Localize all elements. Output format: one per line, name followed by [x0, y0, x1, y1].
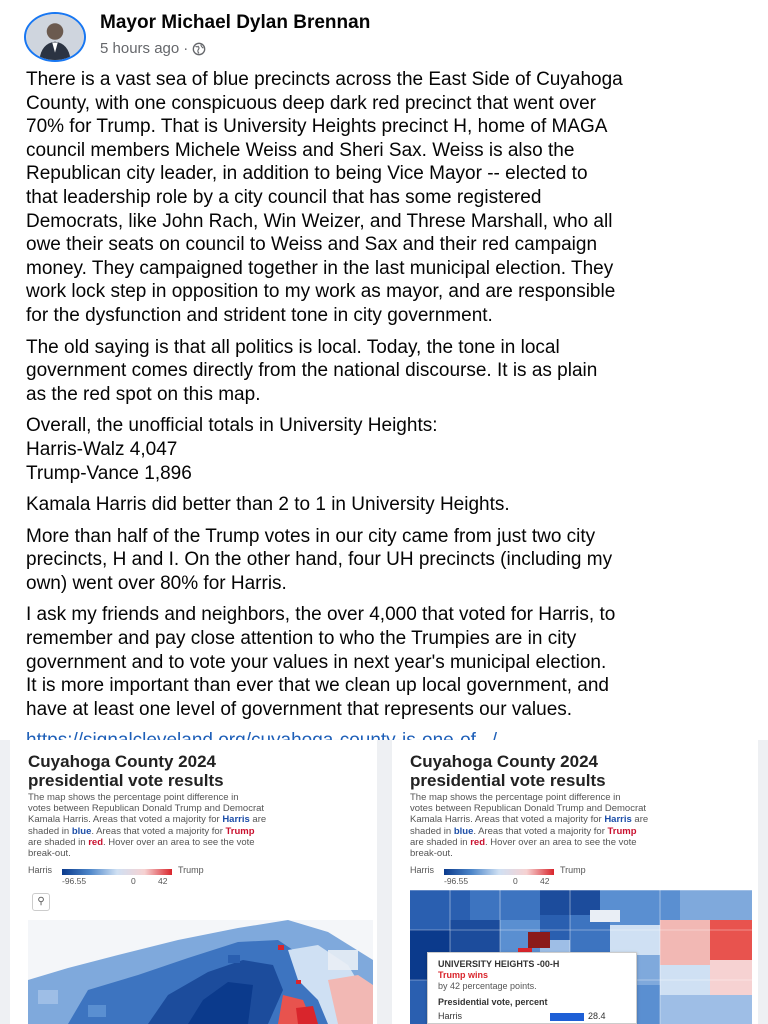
- post-text-line: precincts, H and I. On the other hand, four UH precincts (including my: [26, 549, 613, 571]
- post-text-line: There is a vast sea of blue precincts across the East Side of Cuyahoga: [26, 69, 623, 90]
- post-text-line: 70% for Trump. That is University Heights precinct H, home of MAGA: [26, 116, 608, 138]
- tooltip-row-bar: [550, 1013, 584, 1021]
- post-text-line: I ask my friends and neighbors, the over 4,000 that voted for Harris, to: [26, 604, 616, 626]
- post-text-line: have at least one level of government that represents our values.: [26, 698, 573, 720]
- profile-photo: [26, 14, 84, 60]
- post-body: [26, 68, 750, 761]
- precinct-h-highlight[interactable]: [528, 932, 550, 948]
- post-timestamp[interactable]: 5 hours ago: [100, 40, 180, 57]
- map-image-left[interactable]: [10, 740, 377, 1024]
- meta-separator: ·: [183, 40, 189, 57]
- card-description: The map shows the percentage point difference in votes between Republican Donald Trump and Democrat Kamala Harris. Areas that voted a majority for Harris are shaded in blue. Areas that voted a majority for Trump are shaded in red. Hover over an area to see the vote break-out.: [28, 792, 267, 860]
- post-text-line: work lock step in opposition to my work as mayor, and are responsible: [26, 281, 616, 303]
- legend-color-scale: [62, 869, 172, 875]
- post-text-line: owe their seats on council to Weiss and Sax and their red campaign: [26, 234, 598, 256]
- precinct-tooltip: [427, 952, 637, 1024]
- globe-icon[interactable]: [192, 42, 206, 56]
- post-text-line: It is more important than ever that we clean up local government, and: [26, 675, 609, 697]
- card-title: Cuyahoga County 2024 presidential vote results: [28, 752, 224, 790]
- post-header: [24, 10, 744, 60]
- tooltip-winner: Trump wins: [438, 970, 489, 980]
- avatar[interactable]: [24, 12, 86, 62]
- card-title: Cuyahoga County 2024 presidential vote results: [410, 752, 606, 790]
- post-paragraph: [26, 414, 750, 485]
- post-paragraph: [26, 525, 750, 596]
- tooltip-margin: by 42 percentage points.: [438, 981, 537, 991]
- post-paragraph: [26, 68, 750, 328]
- post-text-line: as the red spot on this map.: [26, 383, 261, 405]
- post-text-line: council members Michele Weiss and Sheri Sax. Weiss is also the: [26, 139, 575, 161]
- post-text-line: that leadership role by a city council that has some registered: [26, 186, 542, 208]
- tooltip-table-title: Presidential vote, percent: [438, 997, 548, 1007]
- map-legend: Harris Trump -96.55 0 42: [410, 865, 586, 886]
- map-legend: Harris Trump -96.55 0 42: [28, 865, 204, 886]
- post-text-line: Overall, the unofficial totals in University Heights:: [26, 415, 438, 437]
- tooltip-row-value: 28.4: [588, 1011, 606, 1021]
- post-text-line: Harris-Walz 4,047: [26, 438, 178, 460]
- map-image-right[interactable]: [392, 740, 758, 1024]
- precinct-map-left[interactable]: [28, 920, 373, 1024]
- post-text-line: government and to vote your values in next year's municipal election.: [26, 651, 607, 673]
- post-text-line: More than half of the Trump votes in our city came from just two city: [26, 525, 596, 547]
- post-text-line: The old saying is that all politics is local. Today, the tone in local: [26, 336, 560, 358]
- tooltip-heading: UNIVERSITY HEIGHTS -00-H: [438, 959, 560, 969]
- author-name[interactable]: Mayor Michael Dylan Brennan: [100, 12, 371, 33]
- post-paragraph: [26, 603, 750, 721]
- tooltip-row: [438, 1011, 626, 1023]
- photo-gallery: [0, 740, 768, 1024]
- post-meta: [100, 40, 206, 57]
- post-text-line: government comes directly from the national discourse. It is as plain: [26, 360, 598, 382]
- post-text-line: Trump-Vance 1,896: [26, 462, 192, 484]
- tooltip-row-label: Harris: [438, 1011, 462, 1021]
- post-paragraph: [26, 336, 750, 407]
- card-description: The map shows the percentage point difference in votes between Republican Donald Trump and Democrat Kamala Harris. Areas that voted a majority for Harris are shaded in blue. Areas that voted a majority for Trump are shaded in red. Hover over an area to see the vote break-out.: [410, 792, 649, 860]
- post-text-line: County, with one conspicuous deep dark red precinct that went over: [26, 92, 596, 114]
- post-text-line: own) went over 80% for Harris.: [26, 572, 287, 594]
- post-text-line: money. They campaigned together in the last municipal election. They: [26, 257, 614, 279]
- post-text-line: remember and pay close attention to who the Trumpies are in city: [26, 628, 577, 650]
- post-text-line: for the dysfunction and strident tone in city government.: [26, 304, 493, 326]
- post-text-line: Republican city leader, in addition to being Vice Mayor -- elected to: [26, 163, 588, 185]
- post-text-line: Kamala Harris did better than 2 to 1 in University Heights.: [26, 494, 510, 516]
- post-paragraph: [26, 493, 750, 517]
- post-text-line: Democrats, like John Rach, Win Weizer, and Threse Marshall, who all: [26, 210, 613, 232]
- zoom-search-icon[interactable]: ⚲: [32, 893, 50, 911]
- legend-color-scale: [444, 869, 554, 875]
